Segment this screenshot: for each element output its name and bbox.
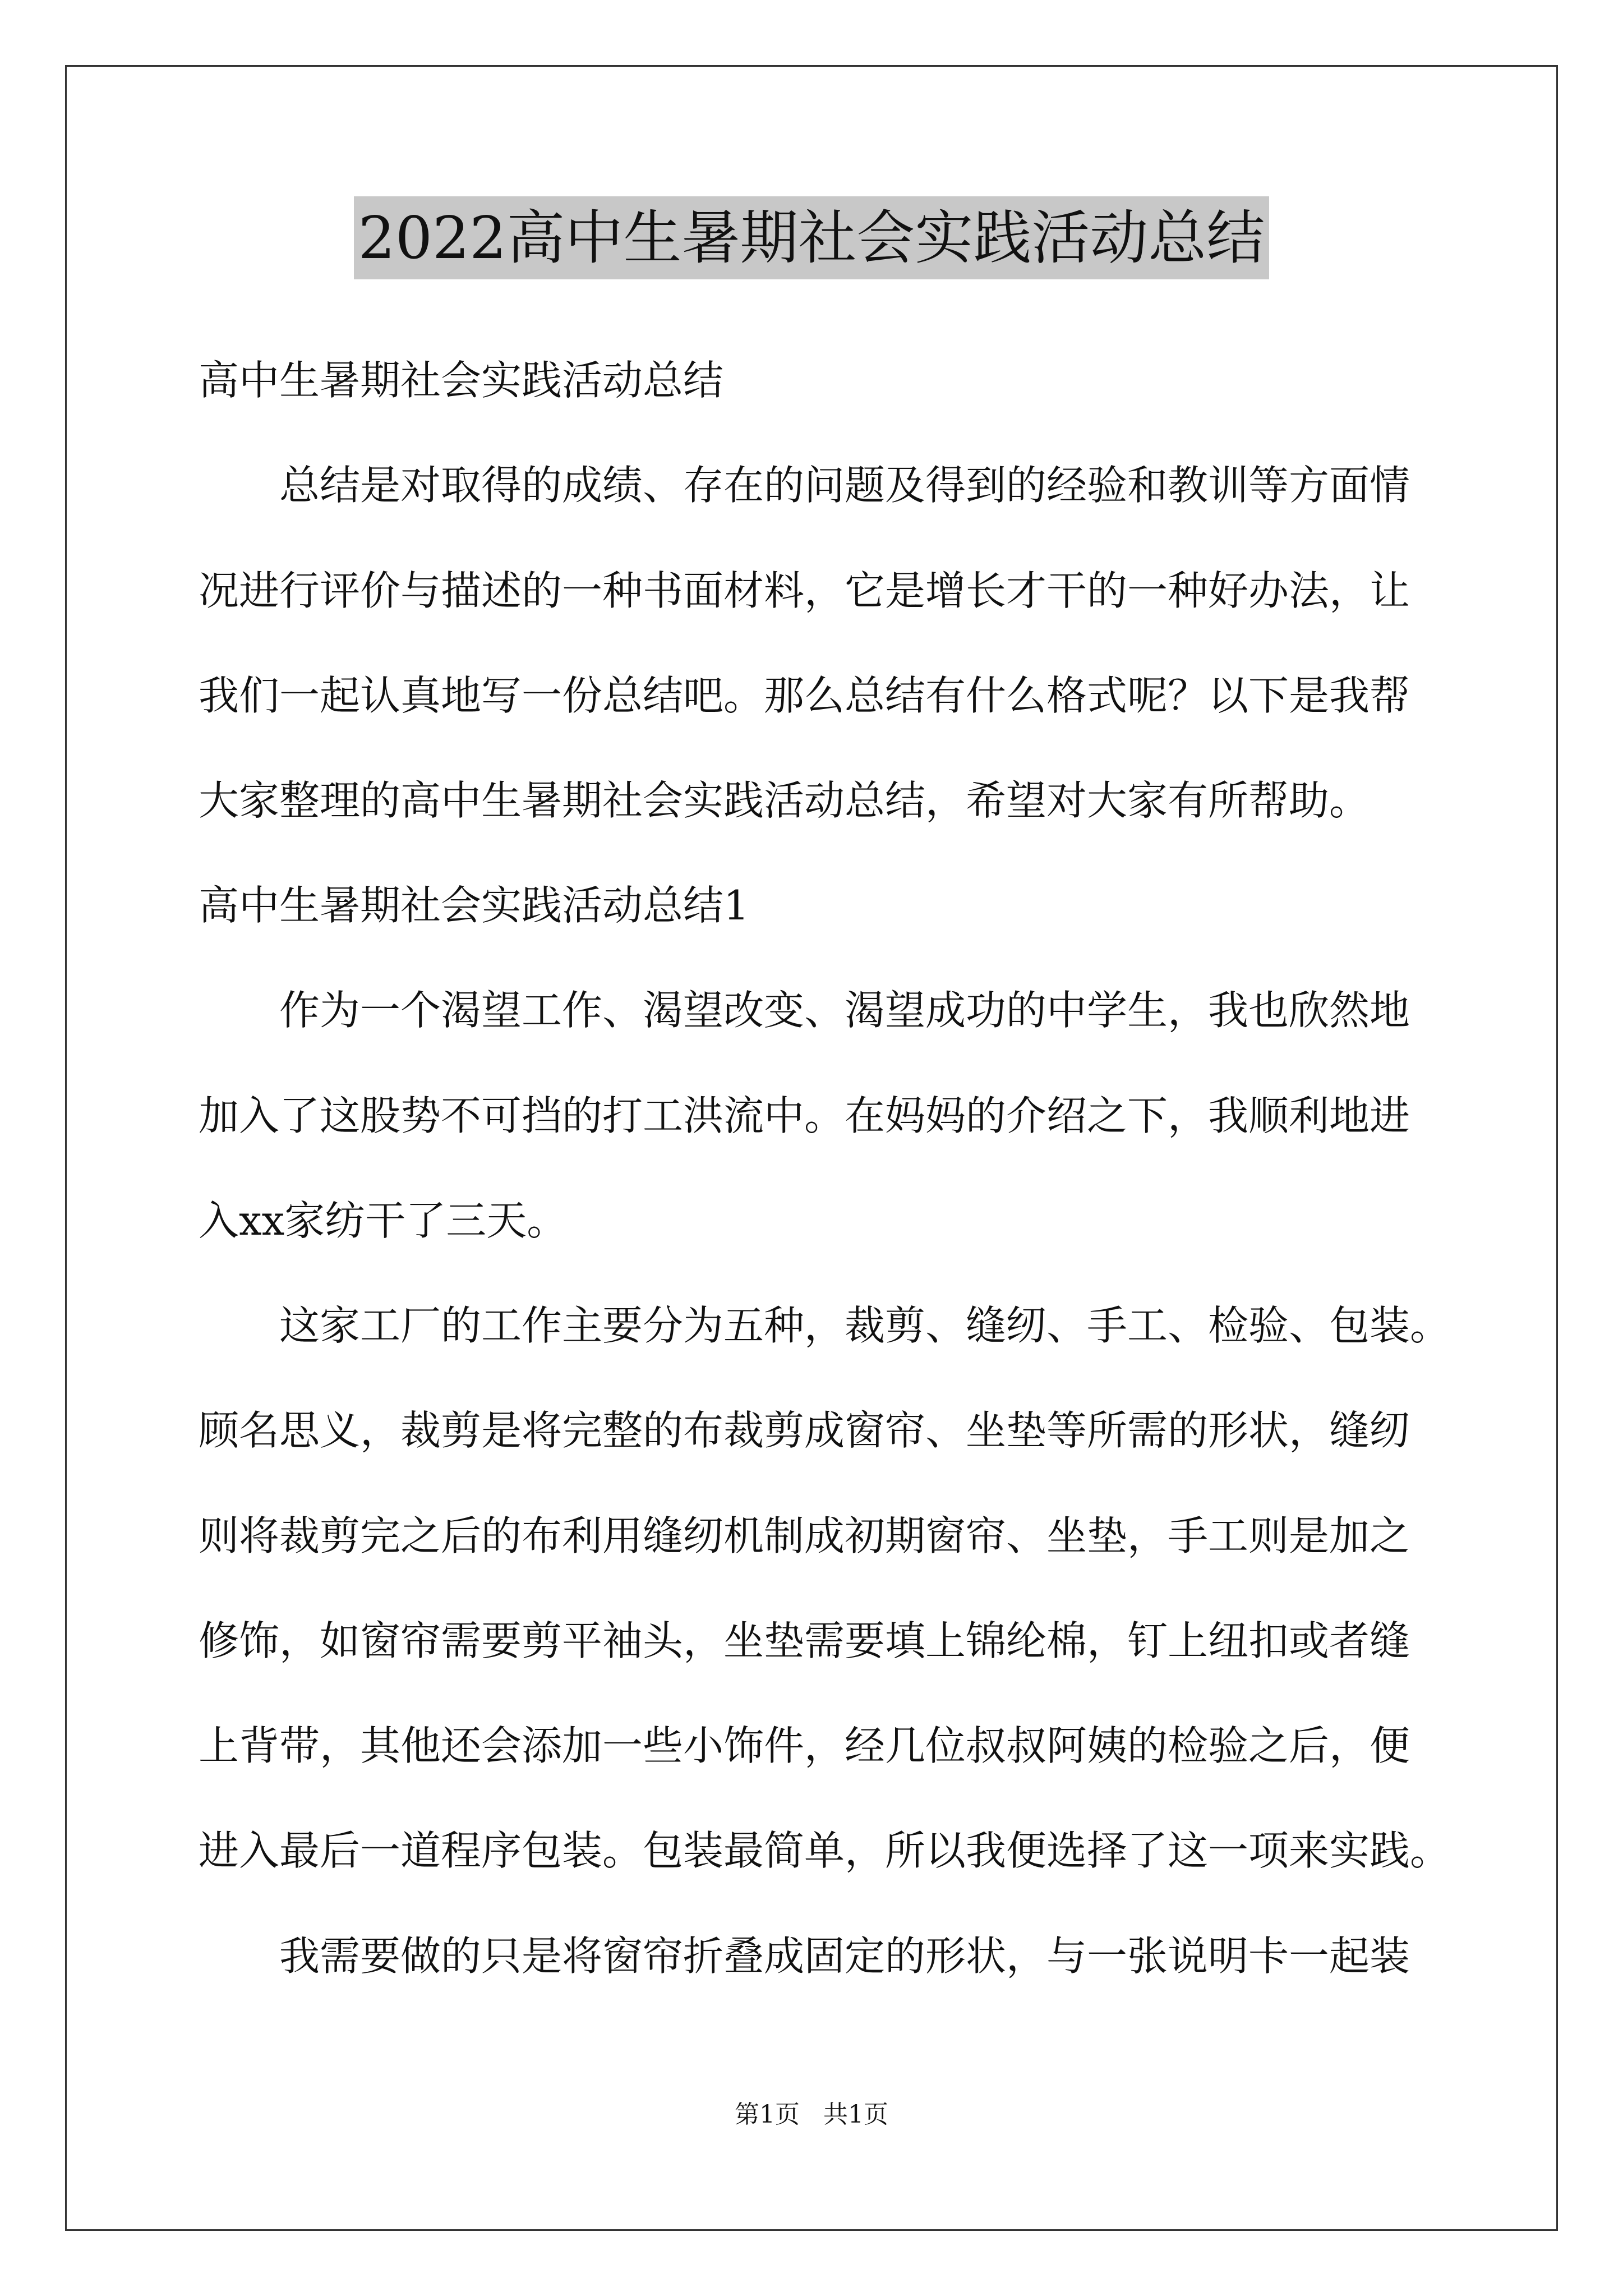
section-heading: 高中生暑期社会实践活动总结1 xyxy=(199,882,749,929)
paragraph-line: 我们一起认真地写一份总结吧。那么总结有什么格式呢？以下是我帮 xyxy=(199,672,1410,719)
paragraph-line: 总结是对取得的成绩、存在的问题及得到的经验和教训等方面情 xyxy=(279,462,1410,509)
paragraph-line: 进入最后一道程序包装。包装最简单，所以我便选择了这一项来实践。 xyxy=(199,1827,1451,1874)
paragraph-line: 大家整理的高中生暑期社会实践活动总结，希望对大家有所帮助。 xyxy=(199,777,1370,824)
section-heading: 高中生暑期社会实践活动总结 xyxy=(199,357,724,404)
paragraph-line: 作为一个渴望工作、渴望改变、渴望成功的中学生，我也欣然地 xyxy=(279,987,1410,1034)
page-number-footer: 第1页 共1页 xyxy=(735,2100,888,2129)
paragraph-line: 我需要做的只是将窗帘折叠成固定的形状，与一张说明卡一起装 xyxy=(279,1932,1410,1980)
paragraph-line: 则将裁剪完之后的布利用缝纫机制成初期窗帘、坐垫，手工则是加之 xyxy=(199,1512,1410,1559)
paragraph-line: 顾名思义，裁剪是将完整的布裁剪成窗帘、坐垫等所需的形状，缝纫 xyxy=(199,1407,1410,1454)
paragraph-line: 况进行评价与描述的一种书面材料，它是增长才干的一种好办法，让 xyxy=(199,567,1410,614)
paragraph-line: 这家工厂的工作主要分为五种，裁剪、缝纫、手工、检验、包装。 xyxy=(279,1302,1451,1349)
paragraph-line: 修饰，如窗帘需要剪平袖头，坐垫需要填上锦纶棉，钉上纽扣或者缝 xyxy=(199,1617,1410,1664)
paragraph-line: 上背带，其他还会添加一些小饰件，经几位叔叔阿姨的检验之后，便 xyxy=(199,1722,1410,1769)
paragraph-line: 加入了这股势不可挡的打工洪流中。在妈妈的介绍之下，我顺利地进 xyxy=(199,1092,1410,1139)
paragraph-line: 入xx家纺干了三天。 xyxy=(199,1197,568,1244)
title-container xyxy=(0,196,1623,279)
document-title: 2022高中生暑期社会实践活动总结 xyxy=(354,196,1270,279)
